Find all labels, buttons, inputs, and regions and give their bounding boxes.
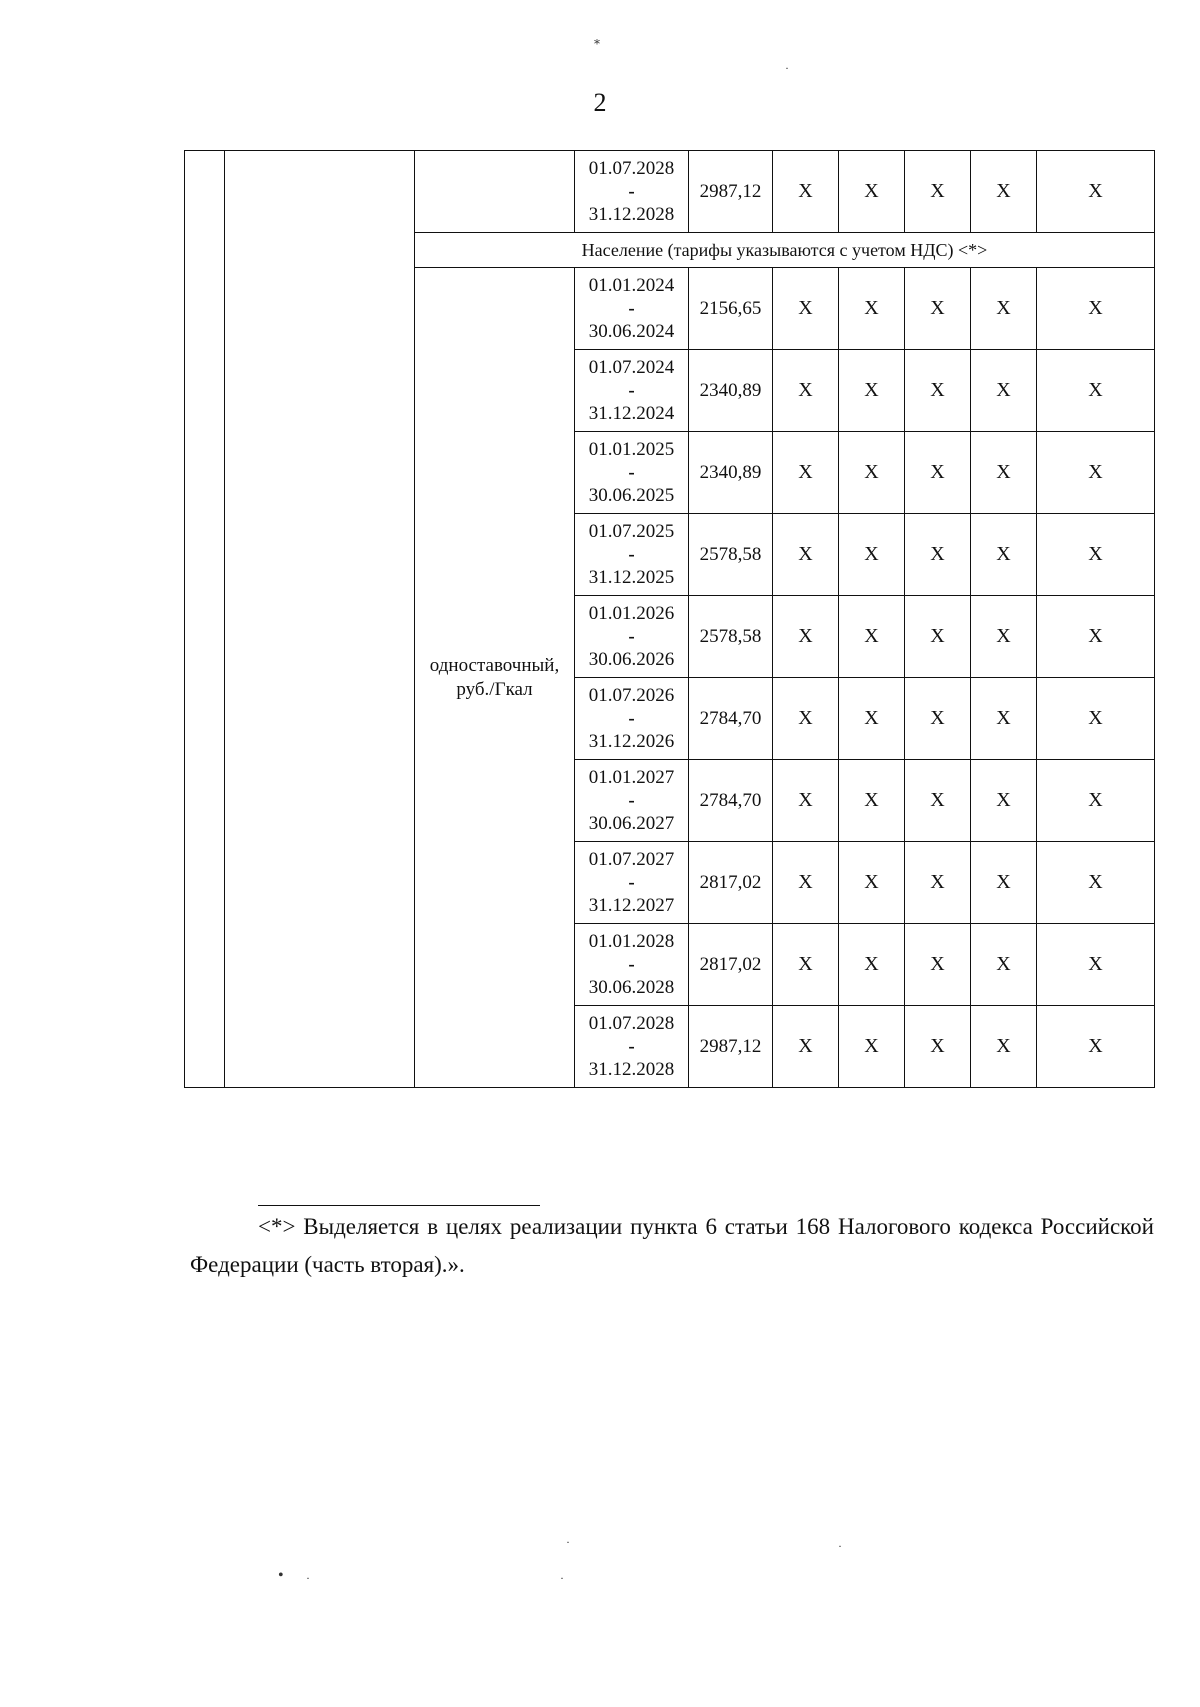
mark-cell: X — [1037, 268, 1155, 350]
price-cell: 2817,02 — [689, 924, 773, 1006]
mark-cell: X — [773, 350, 839, 432]
scan-speck: · — [566, 1535, 570, 1549]
scan-speck: · — [306, 1571, 310, 1585]
mark-cell: X — [1037, 1006, 1155, 1088]
mark-cell: X — [905, 924, 971, 1006]
period-end: 31.12.2024 — [588, 403, 675, 424]
mark-cell: X — [971, 432, 1037, 514]
period-cell — [575, 268, 689, 350]
mark-cell: X — [971, 924, 1037, 1006]
mark-cell: X — [971, 514, 1037, 596]
period-dash: - — [628, 790, 635, 811]
price-cell: 2987,12 — [689, 151, 773, 233]
mark-cell: X — [773, 760, 839, 842]
price-cell: 2784,70 — [689, 678, 773, 760]
mark-cell: X — [1037, 678, 1155, 760]
period-dash: - — [628, 544, 635, 565]
mark-cell: X — [905, 760, 971, 842]
period-dash: - — [628, 1036, 635, 1057]
section-header: Население (тарифы указываются с учетом НДС) <*> — [415, 233, 1155, 268]
mark-cell: X — [905, 1006, 971, 1088]
page-number: 2 — [593, 88, 607, 117]
period-cell — [575, 678, 689, 760]
scan-speck: · — [785, 61, 789, 75]
mark-cell: X — [839, 842, 905, 924]
mark-cell: X — [839, 678, 905, 760]
mark-cell: X — [839, 151, 905, 233]
mark-cell: X — [773, 842, 839, 924]
mark-cell: X — [905, 842, 971, 924]
mark-cell: X — [971, 1006, 1037, 1088]
period-start: 01.01.2026 — [588, 603, 675, 624]
mark-cell: X — [1037, 151, 1155, 233]
period-end: 30.06.2028 — [588, 977, 675, 998]
period-start: 01.01.2024 — [588, 275, 675, 296]
period-cell — [575, 514, 689, 596]
blank-cell-rate-type — [415, 151, 575, 233]
mark-cell: X — [773, 514, 839, 596]
mark-cell: X — [839, 924, 905, 1006]
blank-cell-number — [185, 151, 225, 1088]
period-end: 31.12.2025 — [588, 567, 675, 588]
period-start: 01.01.2025 — [588, 439, 675, 460]
mark-cell: X — [971, 268, 1037, 350]
blank-cell-organization — [225, 151, 415, 1088]
tariff-table-body — [185, 151, 1155, 1088]
mark-cell: X — [773, 596, 839, 678]
mark-cell: X — [1037, 432, 1155, 514]
period-dash: - — [628, 708, 635, 729]
mark-cell: X — [905, 268, 971, 350]
period-start: 01.07.2025 — [588, 521, 675, 542]
period-start: 01.07.2027 — [588, 849, 675, 870]
period-start: 01.01.2028 — [588, 931, 675, 952]
mark-cell: X — [1037, 924, 1155, 1006]
period-start: 01.01.2027 — [588, 767, 675, 788]
mark-cell: X — [905, 432, 971, 514]
mark-cell: X — [839, 760, 905, 842]
period-end: 30.06.2027 — [588, 813, 675, 834]
period-start: 01.07.2028 — [588, 158, 675, 179]
period-cell — [575, 1006, 689, 1088]
mark-cell: X — [971, 678, 1037, 760]
table-row — [185, 151, 1155, 233]
mark-cell: X — [971, 842, 1037, 924]
period-start: 01.07.2024 — [588, 357, 675, 378]
mark-cell: X — [1037, 596, 1155, 678]
period-dash: - — [628, 298, 635, 319]
period-cell — [575, 151, 689, 233]
mark-cell: X — [971, 151, 1037, 233]
mark-cell: X — [773, 151, 839, 233]
mark-cell: X — [905, 151, 971, 233]
price-cell: 2784,70 — [689, 760, 773, 842]
mark-cell: X — [773, 678, 839, 760]
mark-cell: X — [971, 760, 1037, 842]
mark-cell: X — [773, 268, 839, 350]
period-dash: - — [628, 954, 635, 975]
period-cell — [575, 350, 689, 432]
period-end: 30.06.2025 — [588, 485, 675, 506]
period-dash: - — [628, 626, 635, 647]
mark-cell: X — [839, 596, 905, 678]
rate-type-label: одноставочный, — [429, 654, 560, 676]
mark-cell: X — [773, 432, 839, 514]
mark-cell: X — [839, 514, 905, 596]
footnote-divider — [258, 1205, 540, 1206]
mark-cell: X — [1037, 514, 1155, 596]
price-cell: 2340,89 — [689, 432, 773, 514]
scan-speck: · — [838, 1539, 842, 1553]
period-end: 31.12.2028 — [588, 1059, 675, 1080]
period-cell — [575, 842, 689, 924]
mark-cell: X — [971, 350, 1037, 432]
period-cell — [575, 432, 689, 514]
period-cell — [575, 760, 689, 842]
scan-speck: ⁎ — [594, 33, 600, 47]
period-cell — [575, 596, 689, 678]
period-cell — [575, 924, 689, 1006]
period-end: 31.12.2027 — [588, 895, 675, 916]
mark-cell: X — [839, 268, 905, 350]
rate-type-cell — [415, 268, 575, 1088]
mark-cell: X — [773, 1006, 839, 1088]
rate-unit-label: руб./Гкал — [456, 678, 533, 700]
price-cell: 2340,89 — [689, 350, 773, 432]
mark-cell: X — [971, 596, 1037, 678]
price-cell: 2578,58 — [689, 596, 773, 678]
mark-cell: X — [1037, 842, 1155, 924]
tariff-table — [184, 150, 1155, 1088]
period-end: 31.12.2026 — [588, 731, 675, 752]
price-cell: 2156,65 — [689, 268, 773, 350]
footnote-text: <*> Выделяется в целях реализации пункта 6 статьи 168 Налогового кодекса Российской Федерации (часть вторая).». — [190, 1214, 1154, 1277]
period-dash: - — [628, 380, 635, 401]
period-dash: - — [628, 872, 635, 893]
period-dash: - — [628, 181, 635, 202]
mark-cell: X — [905, 514, 971, 596]
period-dash: - — [628, 462, 635, 483]
mark-cell: X — [839, 1006, 905, 1088]
scan-speck: · — [560, 1571, 564, 1585]
price-cell: 2987,12 — [689, 1006, 773, 1088]
period-end: 31.12.2028 — [588, 204, 675, 225]
period-end: 30.06.2026 — [588, 649, 675, 670]
scan-speck: • — [278, 1567, 284, 1584]
mark-cell: X — [905, 596, 971, 678]
mark-cell: X — [1037, 760, 1155, 842]
period-start: 01.07.2028 — [588, 1013, 675, 1034]
mark-cell: X — [905, 678, 971, 760]
mark-cell: X — [839, 350, 905, 432]
mark-cell: X — [839, 432, 905, 514]
period-start: 01.07.2026 — [588, 685, 675, 706]
mark-cell: X — [1037, 350, 1155, 432]
mark-cell: X — [773, 924, 839, 1006]
price-cell: 2578,58 — [689, 514, 773, 596]
mark-cell: X — [905, 350, 971, 432]
period-end: 30.06.2024 — [588, 321, 675, 342]
price-cell: 2817,02 — [689, 842, 773, 924]
